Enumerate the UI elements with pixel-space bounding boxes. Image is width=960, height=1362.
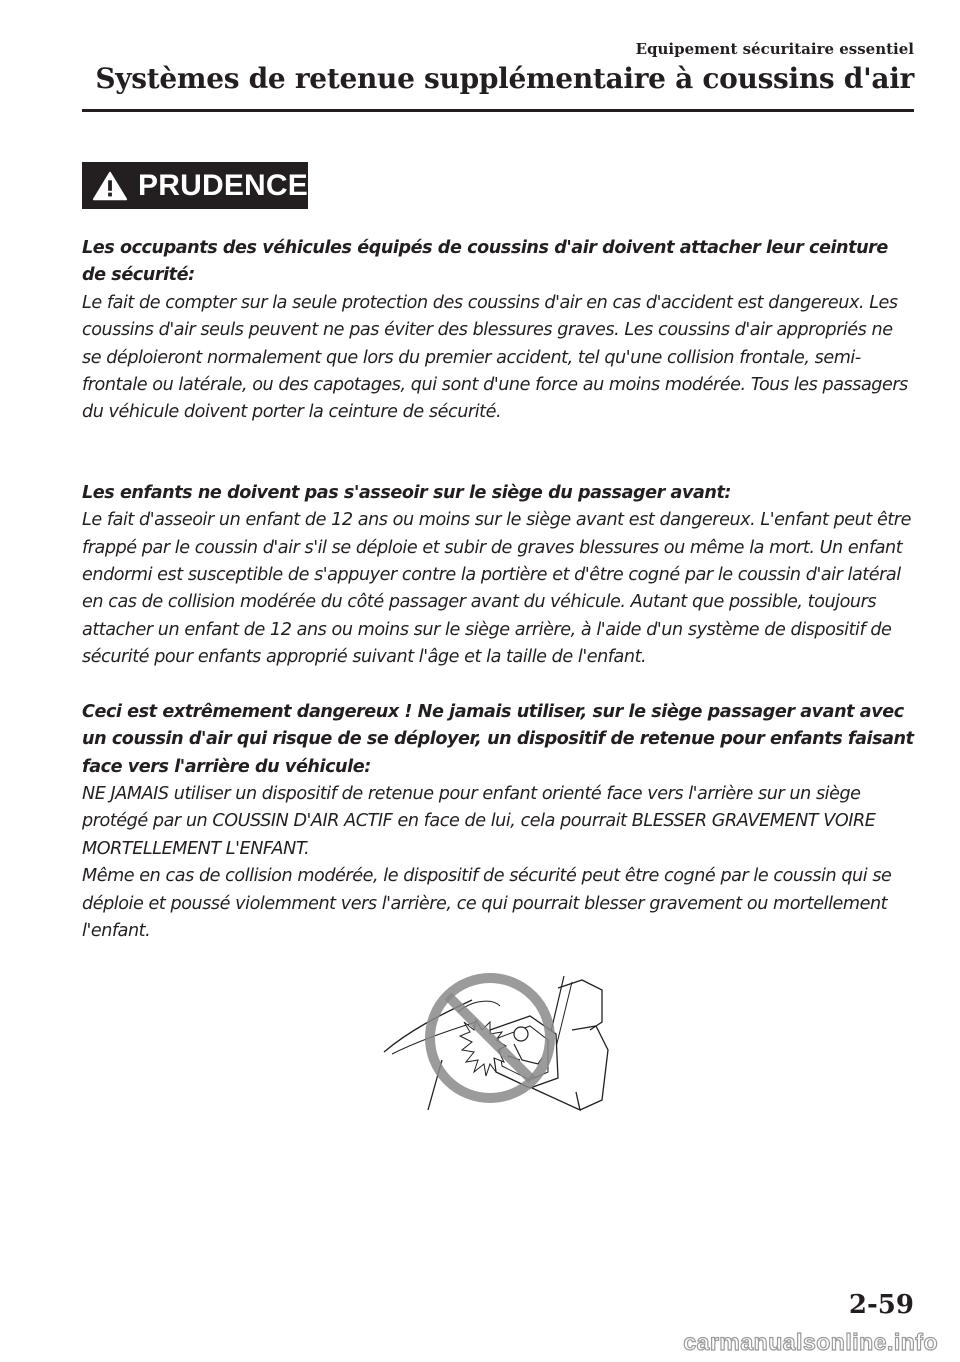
section-label: Equipement sécuritaire essentiel: [635, 40, 914, 58]
warning-triangle-icon: [92, 170, 128, 202]
warning-text: NE JAMAIS utiliser un dispositif de retenue pour enfant orienté face vers l'arrière sur un siège protégé par un COUSSIN D'AIR ACTIF en face de lui, cela pourrait BLESSER GRAVEMENT VOIRE MORTELLEMENT L'ENFANT.: [82, 783, 876, 859]
page-number: 2-59: [848, 1290, 914, 1320]
warning-children-front-seat: [82, 480, 914, 672]
warning-text: Le fait d'asseoir un enfant de 12 ans ou moins sur le siège avant est dangereux. L'enfant peut être frappé par le coussin d'air s'il se déploie et subir de graves blessures ou même la mort. Un enfant endormi est susceptible de s'appuyer contre la portière et d'être cogné par le coussin d'air latéral en cas de collision modérée du côté passager avant du véhicule. Autant que possible, toujours attacher un enfant de 12 ans ou moins sur le siège arrière, à l'aide d'un système de dispositif de sécurité pour enfants approprié suivant l'âge et la taille de l'enfant.: [82, 510, 911, 668]
watermark-text: carmanualsonline.info: [683, 1330, 938, 1354]
site-watermark: [573, 1330, 943, 1354]
warning-heading: Les enfants ne doivent pas s'asseoir sur le siège du passager avant:: [82, 482, 732, 503]
warning-heading: Les occupants des véhicules équipés de coussins d'air doivent attacher leur ceinture de sécurité:: [82, 238, 888, 286]
caution-label: PRUDENCE: [138, 168, 308, 202]
warning-heading: Ceci est extrêmement dangereux ! Ne jamais utiliser, sur le siège passager avant avec un coussin d'air qui risque de se déployer, un dispositif de retenue pour enfants faisant face vers l'arrière du véhicule:: [82, 701, 914, 777]
warning-text: Le fait de compter sur la seule protection des coussins d'air en cas d'accident est dangereux. Les coussins d'air seuls peuvent ne pas éviter des blessures graves. Les coussins d'air appropriés ne se déploieront normalement que lors du premier accident, tel qu'une collision frontale, semi-frontale ou latérale, ou des capotages, qui sont d'une force au moins modérée. Tous les passagers du véhicule doivent porter la ceinture de sécurité.: [82, 292, 908, 423]
warning-seatbelt: [82, 235, 914, 427]
page-title: Systèmes de retenue supplémentaire à coussins d'air: [95, 62, 914, 95]
prohibited-rear-facing-child-seat-icon: [380, 960, 620, 1115]
warning-content: [82, 235, 914, 945]
caution-banner: [82, 162, 308, 209]
warning-text-continued: Même en cas de collision modérée, le dispositif de sécurité peut être cogné par le coussin qui se déploie et poussé violemment vers l'arrière, ce qui pourrait blesser gravement ou mortellement l'enfant.: [82, 866, 892, 941]
header-divider: [82, 109, 914, 112]
warning-rear-facing-seat: [82, 699, 914, 946]
